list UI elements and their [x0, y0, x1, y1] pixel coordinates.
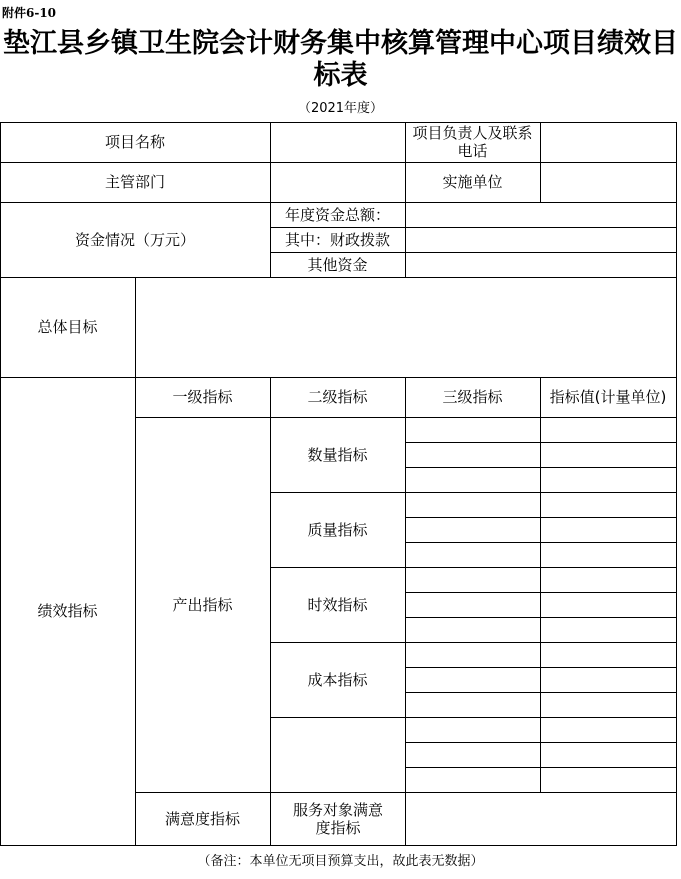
owner-contact-label: 项目负责人及联系电话 [412, 124, 533, 160]
attachment-label: 附件6-10 [2, 6, 57, 20]
department-value [270, 162, 405, 202]
quality-indicator-label: 质量指标 [307, 520, 368, 539]
quantity-indicator-label: 数量指标 [307, 445, 368, 464]
blank-indicator-label [270, 717, 405, 792]
output-indicator-label: 产出指标 [172, 595, 233, 614]
satisfaction-indicator-label: 满意度指标 [164, 809, 240, 828]
timeliness-indicator-label: 时效指标 [307, 595, 368, 614]
header-indicator-value: 指标值(计量单位) [549, 388, 667, 406]
owner-contact-value [540, 122, 676, 162]
implementer-label: 实施单位 [442, 173, 503, 191]
funds-other-label: 其他资金 [307, 255, 368, 274]
service-satisfaction-label: 服务对象满意度指标 [292, 800, 383, 837]
project-name-label: 项目名称 [104, 133, 165, 151]
footer-note: （备注：本单位无项目预算支出，故此表无数据） [197, 854, 484, 869]
performance-label: 绩效指标 [37, 602, 98, 620]
header-level-2: 二级指标 [307, 388, 368, 406]
project-name-value [270, 122, 405, 162]
cost-indicator-label: 成本指标 [307, 670, 368, 689]
department-label: 主管部门 [104, 173, 165, 191]
funds-label: 资金情况（万元） [74, 230, 195, 249]
header-level-1: 一级指标 [172, 388, 233, 406]
overall-goal-label: 总体目标 [37, 318, 98, 336]
report-year: （2021年度） [297, 101, 384, 116]
funds-total-label: 年度资金总额： [284, 205, 390, 224]
page-title: 垫江县乡镇卫生院会计财务集中核算管理中心项目绩效目标表 [3, 28, 678, 91]
implementer-value [540, 162, 676, 202]
funds-fiscal-label: 其中：财政拨款 [284, 230, 390, 249]
header-level-3: 三级指标 [442, 388, 503, 406]
